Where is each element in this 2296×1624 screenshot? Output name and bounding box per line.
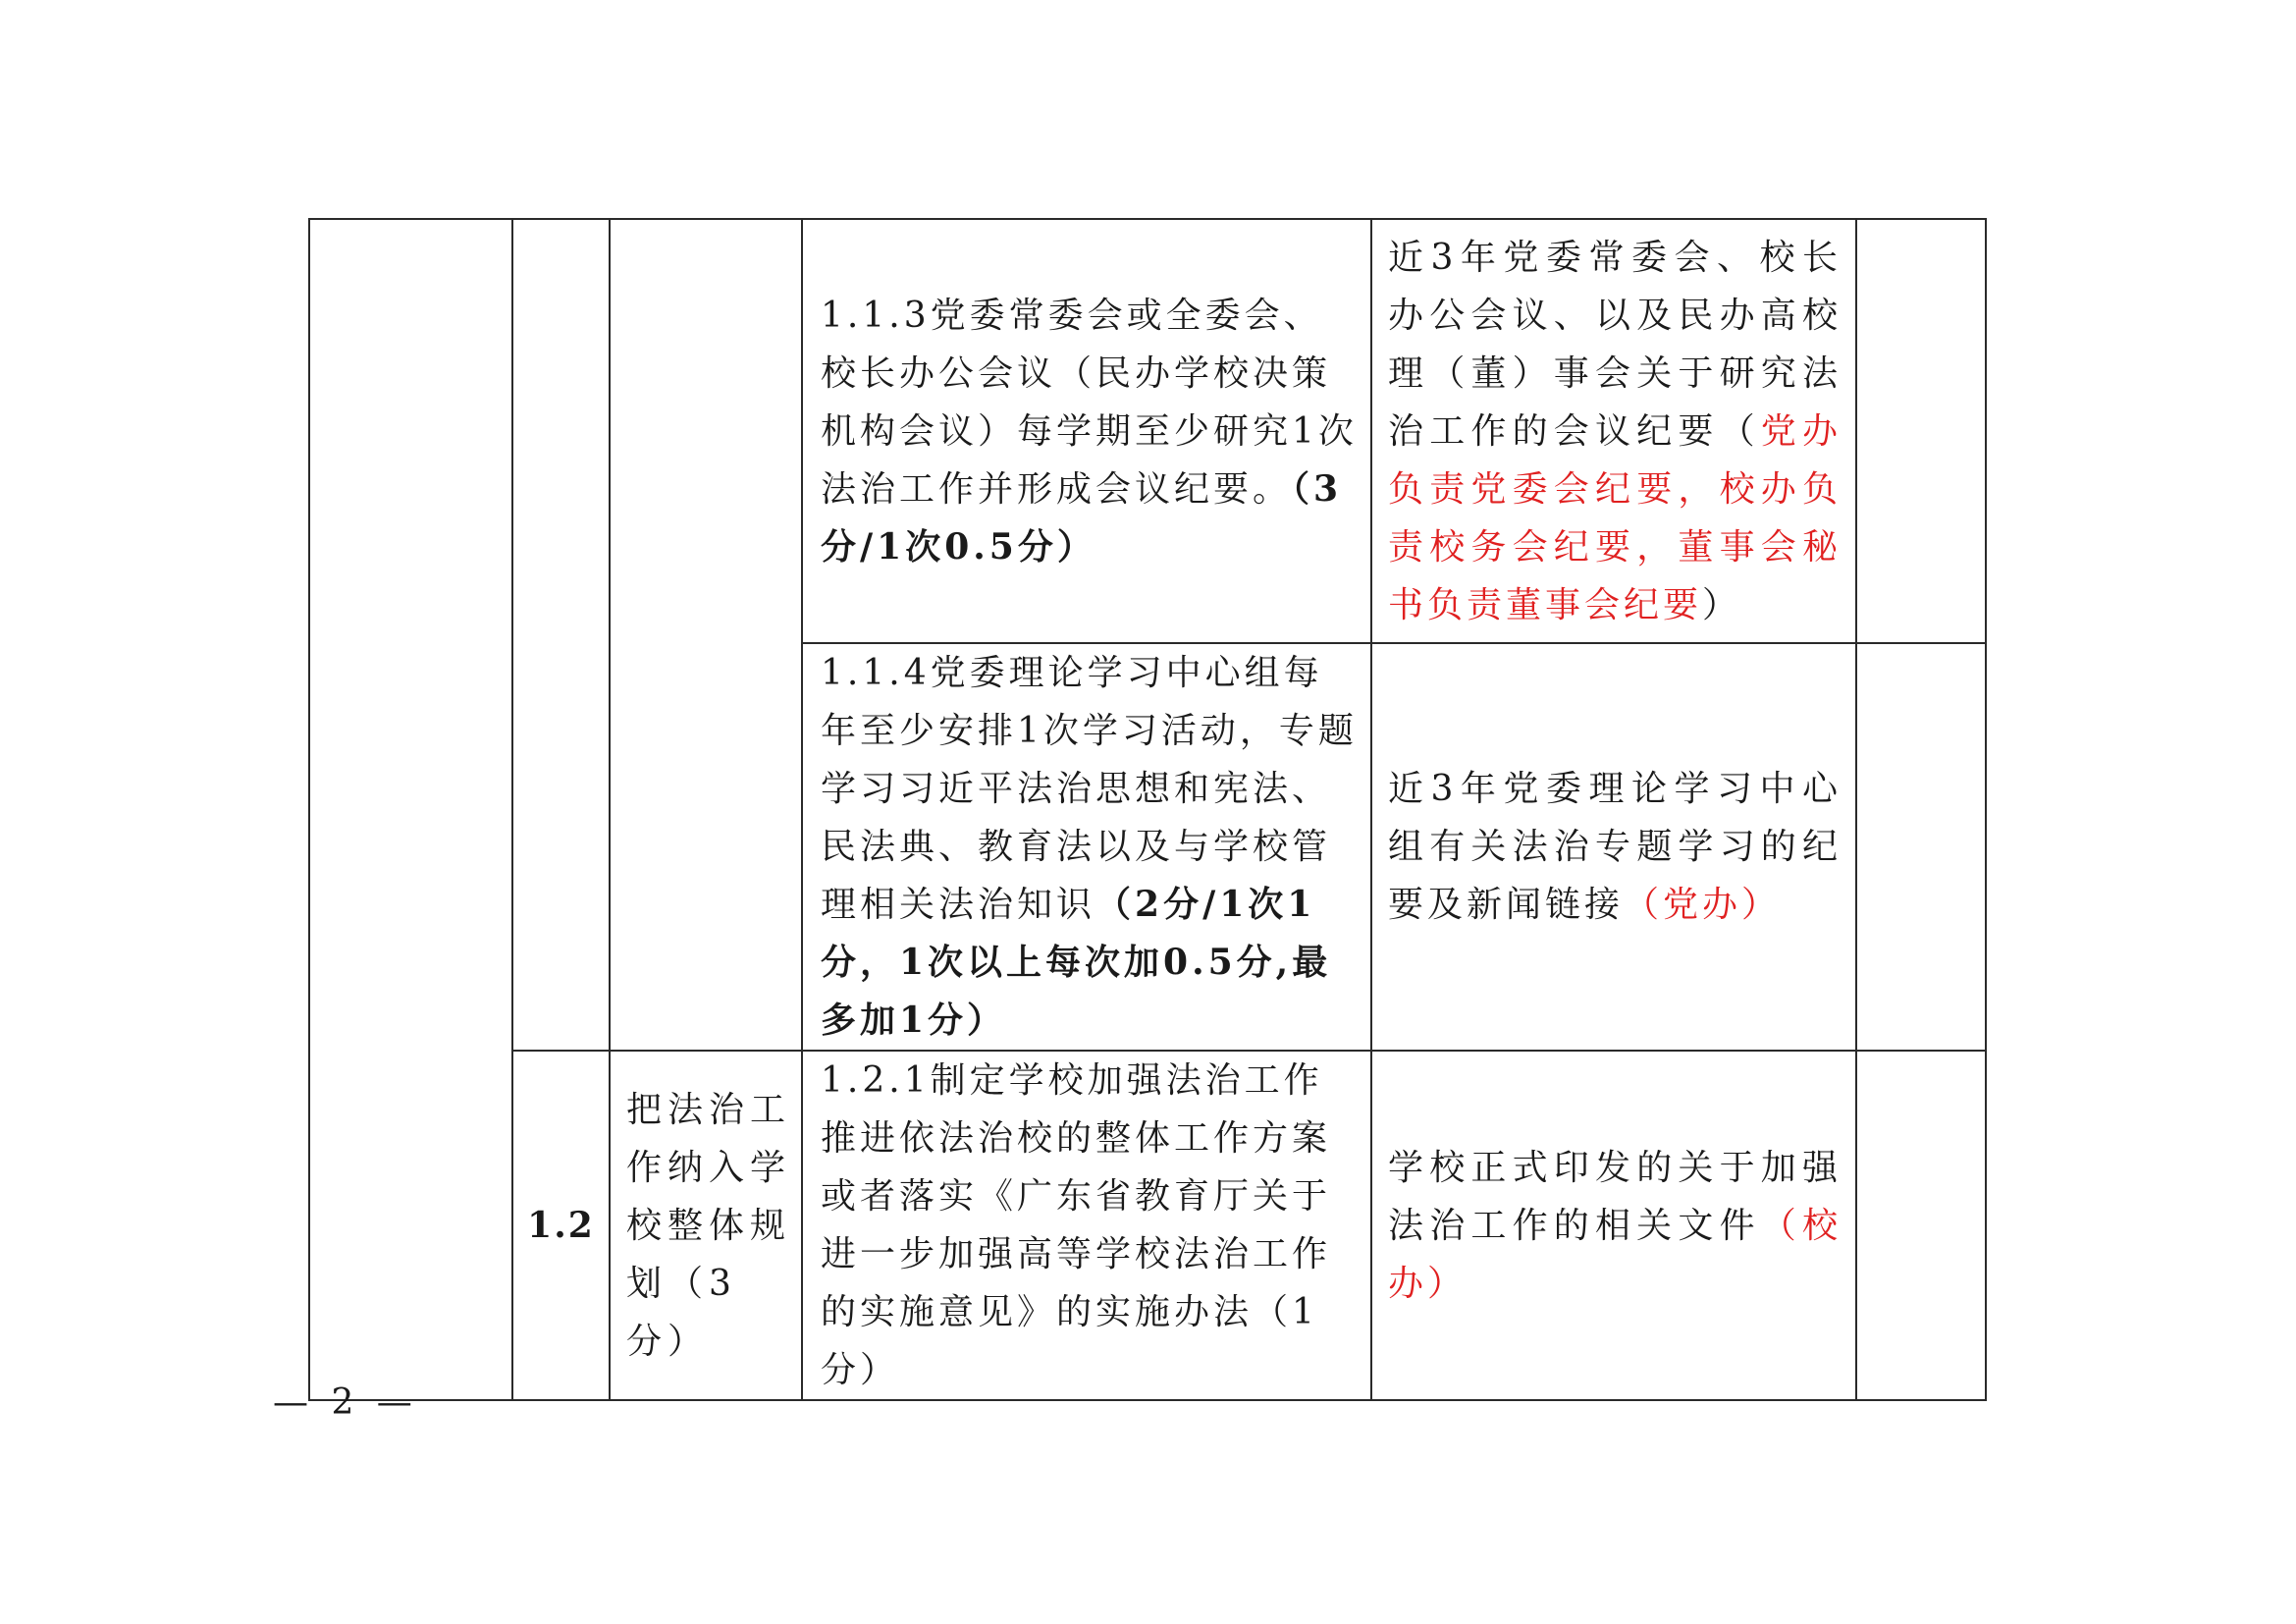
evidence-content: 近3年党委常委会、校长办公会议、以及民办高校理（董）事会关于研究法治工作的会议纪要（ (1388, 237, 1842, 452)
remarks-cell (1856, 643, 1986, 1051)
criterion-text: 1.2.1制定学校加强法治工作推进依法治校的整体工作方案或者落实《广东省教育厅关于进一步加强高等学校法治工作的实施意见》的实施办法（1分） (821, 1060, 1332, 1390)
criterion-cell (802, 1051, 1371, 1400)
item-name: 把法治工作纳入学校整体规划（3分） (626, 1089, 792, 1362)
evidence-cell (1371, 643, 1856, 1051)
evidence-content: 学校正式印发的关于加强法治工作的相关文件 (1388, 1147, 1842, 1246)
item-name-cell (610, 1051, 802, 1400)
evidence-text (1372, 229, 1855, 634)
remarks-cell (1856, 1051, 1986, 1400)
evidence-text (1372, 1139, 1855, 1313)
criterion-score: （3分/1次0.5分） (821, 467, 1343, 568)
evidence-cell (1371, 219, 1856, 643)
evidence-closing: ） (1702, 584, 1742, 625)
category-cell (309, 219, 512, 1400)
evidence-cell (1371, 1051, 1856, 1400)
item-name-cell (610, 219, 802, 1051)
evidence-content: 近3年党委理论学习中心组有关法治专题学习的纪要及新闻链接 (1388, 769, 1842, 925)
item-number-cell (512, 219, 610, 1051)
evaluation-table (308, 218, 1987, 1401)
page-number: — 2 — (273, 1382, 418, 1423)
criterion-content: 1.1.4党委理论学习中心组每年至少安排1次学习活动，专题学习习近平法治思想和宪法、民法典、教育法以及与学校管理相关法治知识 (821, 653, 1358, 925)
criterion-content: 1.1.3党委常委会或全委会、校长办公会议（民办学校决策机构会议）每学期至少研究1次法治工作并形成会议纪要。 (821, 295, 1358, 510)
criterion-text (803, 644, 1370, 1050)
evidence-text (1372, 760, 1855, 934)
criterion-cell (802, 219, 1371, 643)
responsible-department: （党办） (1624, 885, 1782, 925)
table-row-1-2 (309, 1051, 1986, 1400)
responsible-department: 党办负责党委会纪要，校办负责校务会纪要，董事会秘书负责董事会纪要 (1388, 410, 1842, 625)
criterion-cell (802, 643, 1371, 1051)
table-row-1-1-3 (309, 219, 1986, 643)
item-number: 1.2 (527, 1205, 595, 1246)
criterion-score: （2分/1次1分，1次以上每次加0.5分,最多加1分） (821, 884, 1332, 1041)
remarks-cell (1856, 219, 1986, 643)
responsible-department: （校办） (1388, 1205, 1842, 1304)
criterion-text (803, 287, 1370, 576)
item-number-cell (512, 1051, 610, 1400)
